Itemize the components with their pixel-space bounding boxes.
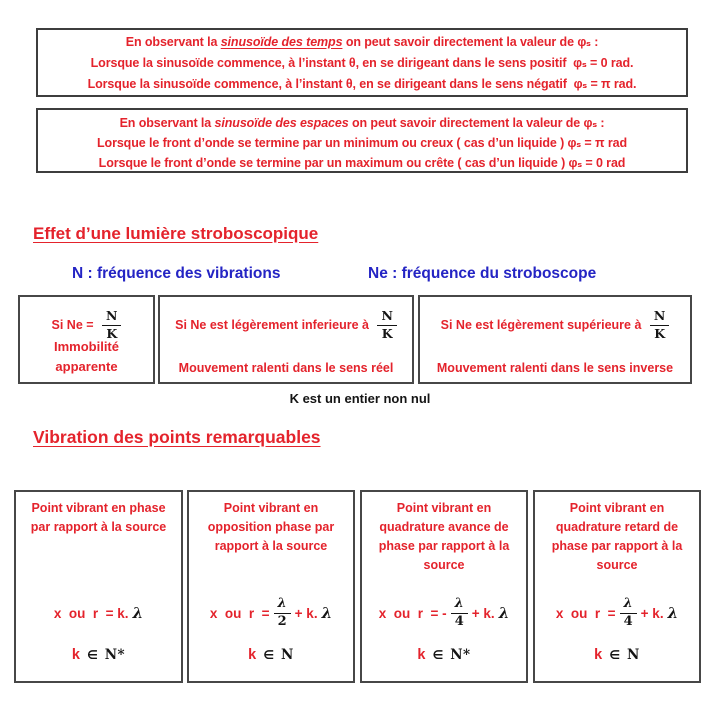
- vibration-box-in-phase: [14, 490, 183, 683]
- space-sinusoid-term: sinusoïde des espaces: [214, 116, 349, 130]
- element-of-symbol: ∈: [432, 648, 444, 662]
- lambda-symbol: λ: [667, 604, 679, 622]
- strobo-superior-condition: [420, 302, 690, 348]
- element-of-symbol: ∈: [263, 648, 274, 662]
- number-set-symbol: N*: [450, 647, 471, 663]
- number-set-symbol: N: [281, 647, 294, 663]
- vibration-box-title: Point vibrant en opposition phase par rapport à la source: [207, 501, 335, 553]
- strobo-equal-text: Si Ne =: [51, 318, 98, 332]
- fraction-denominator: 4: [623, 613, 633, 629]
- formula-red-part: x ou r =: [555, 605, 616, 621]
- strobo-note: K est un entier non nul: [289, 391, 431, 406]
- time-box-line-1-pre: En observant la: [125, 35, 221, 49]
- fraction-numerator: N: [377, 309, 396, 325]
- nk-fraction: [650, 309, 669, 341]
- fraction-numerator: λ: [451, 597, 468, 614]
- fraction-numerator: N: [650, 309, 669, 325]
- strobo-equal-result-line-1: Immobilité: [53, 339, 119, 354]
- strobe-frequency-label: Ne : fréquence du stroboscope: [368, 265, 597, 282]
- strobo-equal-result: [20, 337, 153, 377]
- strobo-inferior-condition: [160, 302, 412, 348]
- strobo-inferior-text: Si Ne est légèrement inferieure à: [175, 318, 373, 332]
- fraction-denominator: 2: [277, 613, 287, 629]
- space-box-line-1-pre: En observant la: [119, 116, 215, 130]
- nk-fraction: [377, 309, 396, 341]
- k-symbol: k: [71, 647, 80, 663]
- fraction-numerator: λ: [620, 597, 637, 614]
- time-sinusoid-box: [36, 28, 688, 97]
- formula-red-part: x ou r = -: [378, 605, 447, 621]
- fraction-denominator: K: [106, 325, 118, 341]
- formula-red-part: x ou r =: [209, 605, 270, 621]
- formula-red-part: x ou r = k.: [53, 605, 129, 621]
- vibration-box-title: Point vibrant en phase par rapport à la source: [30, 501, 167, 534]
- lambda-fraction: [274, 597, 291, 630]
- fraction-denominator: 4: [454, 613, 464, 629]
- space-box-line-2: Lorsque le front d’onde se termine par un minimum ou creux ( cas d’un liquide ) φₛ = π rad: [97, 136, 627, 150]
- space-sinusoid-box: [36, 108, 688, 173]
- space-box-line-3: Lorsque le front d’onde se termine par un maximum ou crête ( cas d’un liquide ) φₛ = 0 rad: [98, 156, 626, 170]
- vibration-box-formula: [16, 590, 181, 636]
- vibration-box-quadrature-delay: [533, 490, 701, 683]
- k-domain-line: [16, 644, 181, 666]
- vibration-box-title: Point vibrant en quadrature retard de phase par rapport à la source: [551, 501, 683, 572]
- fraction-denominator: K: [381, 325, 393, 341]
- lambda-fraction: [451, 597, 468, 630]
- k-domain-line: [189, 644, 353, 666]
- space-box-line-1: [38, 113, 686, 133]
- fraction-numerator: λ: [274, 597, 291, 614]
- time-box-line-3: Lorsque la sinusoïde commence, à l’instant θ, en se dirigeant dans le sens négatif φₛ = π rad.: [87, 77, 637, 91]
- strobo-superior-box: [418, 295, 692, 384]
- vibration-box-title: Point vibrant en quadrature avance de phase par rapport à la source: [378, 501, 510, 572]
- k-symbol: k: [417, 647, 426, 663]
- lambda-symbol: λ: [498, 604, 510, 622]
- time-box-line-2: Lorsque la sinusoïde commence, à l’instant θ, en se dirigeant dans le sens positif φₛ = 0 rad.: [90, 56, 634, 70]
- vibration-box-formula: [189, 590, 353, 636]
- k-domain-line: [535, 644, 699, 666]
- formula-red-part: + k.: [640, 605, 664, 621]
- element-of-symbol: ∈: [609, 648, 620, 662]
- formula-red-part: + k.: [471, 605, 495, 621]
- vibration-box-opposition: [187, 490, 355, 683]
- k-symbol: k: [594, 647, 603, 663]
- strobo-equal-result-line-2: apparente: [55, 359, 118, 374]
- strobo-superior-text: Si Ne est légèrement supérieure à: [440, 318, 645, 332]
- time-sinusoid-term: sinusoïde des temps: [220, 35, 343, 49]
- element-of-symbol: ∈: [86, 648, 98, 662]
- formula-red-part: + k.: [294, 605, 318, 621]
- strobo-heading: Effet d’une lumière stroboscopique: [33, 224, 319, 243]
- vibration-frequency-label: N : fréquence des vibrations: [72, 265, 281, 282]
- fraction-numerator: N: [102, 309, 121, 325]
- strobo-equal-box: [18, 295, 155, 384]
- strobo-inferior-result: Mouvement ralenti dans le sens réel: [178, 361, 394, 375]
- vibration-heading: Vibration des points remarquables: [33, 427, 321, 447]
- vibration-box-formula: [362, 590, 526, 636]
- k-domain-line: [362, 644, 526, 666]
- number-set-symbol: N: [627, 647, 640, 663]
- time-box-line-1-post: on peut savoir directement la valeur de φₛ :: [342, 35, 599, 49]
- strobo-superior-result: Mouvement ralenti dans le sens inverse: [436, 361, 674, 375]
- number-set-symbol: N*: [104, 647, 126, 663]
- lambda-fraction: [620, 597, 637, 630]
- vibration-box-formula: [535, 590, 699, 636]
- time-box-line-1: [38, 32, 686, 53]
- fraction-denominator: K: [654, 325, 666, 341]
- lambda-symbol: λ: [132, 604, 144, 622]
- strobo-inferior-box: [158, 295, 414, 384]
- lambda-symbol: λ: [321, 604, 333, 622]
- k-symbol: k: [248, 647, 257, 663]
- space-box-line-1-post: on peut savoir directement la valeur de φₛ :: [348, 116, 605, 130]
- vibration-box-quadrature-advance: [360, 490, 528, 683]
